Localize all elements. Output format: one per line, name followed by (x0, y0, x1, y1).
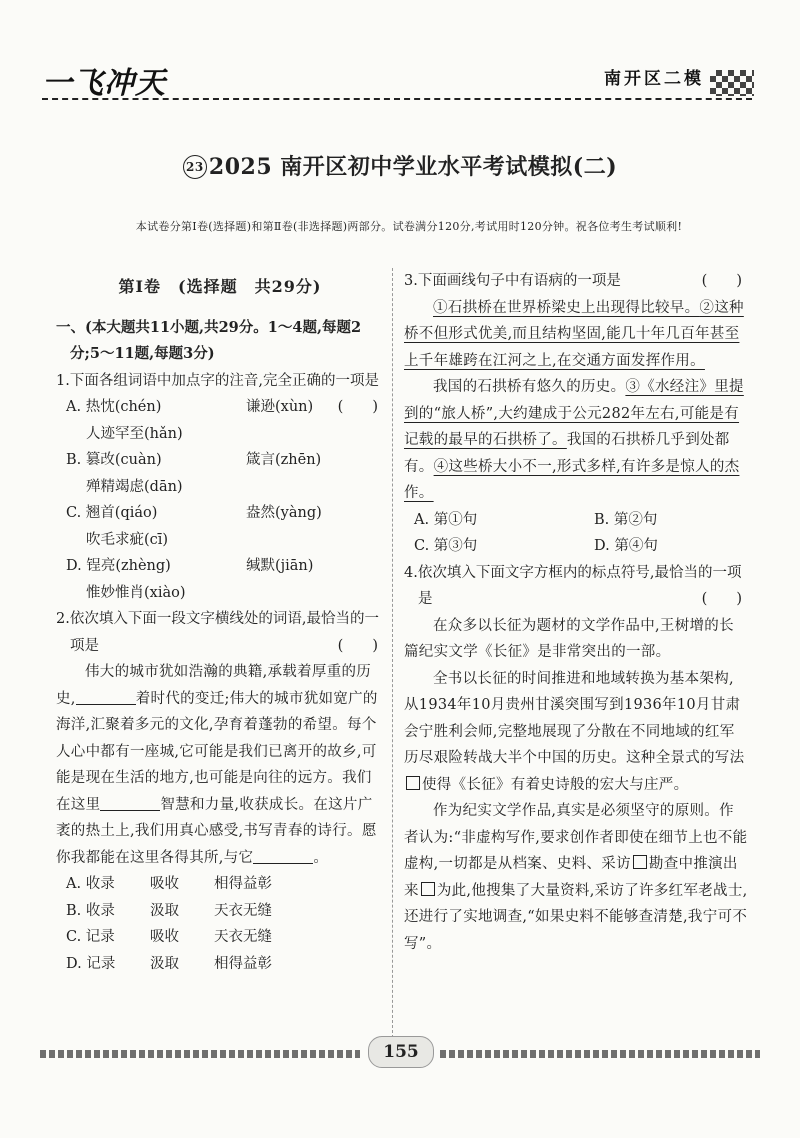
q1-option-a: A. 热忱(chén) 谦逊(xùn) (66, 399, 314, 415)
question-4 (404, 560, 748, 958)
exam-label: 南开区二模 (604, 69, 704, 89)
q2-blank-3 (253, 849, 313, 864)
q3-passage-2: 我国的石拱桥有悠久的历史。③《水经注》里提到的“旅人桥”,大约建成于公元282年左右,可能是有记载的最早的石拱桥了。我国的石拱桥几乎到处都有。④这些桥大小不一,形式多样,有许多是惊人的杰作。 (404, 379, 744, 501)
header-divider (42, 98, 752, 106)
q1-option-c: C. 翘首(qiáo) 盎然(yàng) (66, 505, 322, 521)
q2-option-d: D. 记录 汲取 相得益彰 (66, 955, 272, 972)
q2-option-a: A. 收录 吸收 相得益彰 (66, 876, 272, 892)
column-divider (392, 268, 393, 1038)
page-number: 155 (368, 1036, 434, 1068)
q2-stem: 2.依次填入下面一段文字横线处的词语,最恰当的一项是 ( ) (56, 606, 384, 659)
exam-instructions: 本试卷分第Ⅰ卷(选择题)和第Ⅱ卷(非选择题)两部分。试卷满分120分,考试用时120分钟。祝各位考生考试顺利! (135, 220, 683, 233)
section-heading: 第Ⅰ卷 (选择题 共29分) (118, 277, 322, 296)
punctuation-box-1 (406, 776, 420, 790)
q4-para-2: 全书以长征的时间推进和地域转换为基本架构,从1934年10月贵州甘溪突围写到1936年10月甘肃会宁胜利会师,完整地展现了分散在不同地域的红军历尽艰险转战大半个中国的历史。这种全景式的写法使得《长征》有着史诗般的宏大与庄严。 (404, 670, 745, 793)
left-column (56, 268, 384, 977)
q3-sentence-1: ①石拱桥在世界桥梁史上出现得比较早。 (433, 299, 700, 316)
q2-option-b: B. 收录 汲取 天衣无缝 (66, 902, 272, 919)
checker-decoration (710, 70, 754, 96)
footer-rule-right (440, 1050, 760, 1058)
q3-passage-1 (404, 295, 748, 375)
q1-option-b: B. 篡改(cuàn) 箴言(zhēn) (66, 452, 322, 468)
q3-options-ab: A. 第①句 B. 第②句 (414, 511, 658, 528)
q4-para-3: 作为纪实文学作品,真实是必须坚守的原则。作者认为:“非虚构写作,要求创作者即使在细节上也不能虚构,一切都是从档案、史料、采访 勘查中推演出来 为此,他搜集了大量资料,采访了许多红军老战士,还进行了实地调查,“如果史料不能够查清楚,我宁可不写”。 (404, 803, 748, 952)
q3-options-cd: C. 第③句 D. 第④句 (414, 538, 658, 554)
part-intro: 一、(本大题共11小题,共29分。1～4题,每题2分;5～11题,每题3分) (56, 318, 362, 362)
q1-option-a-3: 人迹罕至(hǎn) (86, 425, 183, 442)
q4-stem: 4.依次填入下面文字方框内的标点符号,最恰当的一项是 ( ) (404, 560, 748, 613)
q1-stem: 1.下面各组词语中加点字的注音,完全正确的一项是 ( ) (56, 368, 384, 395)
q1-option-c-3: 吹毛求疵(cī) (86, 531, 169, 548)
q1-option-d: D. 锃亮(zhèng) 缄默(jiān) (66, 558, 314, 574)
q4-answer-bracket: ( ) (701, 591, 742, 607)
punctuation-box-2 (633, 855, 647, 869)
q2-option-c: C. 记录 吸收 天衣无缝 (66, 929, 272, 945)
title-number: 23 (183, 155, 207, 179)
q3-sentence-4: ④这些桥大小不一,形式多样,有许多是惊人的杰作。 (404, 458, 740, 501)
q3-answer-bracket: ( ) (701, 273, 742, 289)
q2-passage: 伟大的城市犹如浩瀚的典籍,承载着厚重的历史, 着时代的变迁;伟大的城市犹如宽广的海洋,汇聚着多元的文化,孕育着蓬勃的希望。每个人心中都有一座城,它可能是我们已离开的故乡,可能是现在生活的地方,也可能是向往的远方。我们在这里 智慧和力量,收获成长。在这片广袤的热土上,我们用真心感受,书写青春的诗行。愿你我都能在这里各得其所,与它 。 (56, 664, 378, 866)
question-1 (56, 368, 384, 607)
question-3 (404, 268, 748, 560)
q2-answer-bracket: ( ) (337, 637, 378, 654)
q4-para-1: 在众多以长征为题材的文学作品中,王树增的长篇纪实文学《长征》是非常突出的一部。 (404, 617, 734, 660)
right-column (404, 268, 748, 957)
page-title (0, 150, 800, 181)
brand-logo: 一飞冲天 (42, 66, 166, 101)
q3-stem: 3.下面画线句子中有语病的一项是 ( ) (404, 268, 748, 295)
q2-blank-1 (76, 690, 136, 705)
q3-sentence-2: ②这种桥不但形式优美,而且结构坚固,能几十年几百年甚至上千年雄跨在江河之上,在交通方面发挥作用。 (404, 299, 744, 369)
q1-option-d-3: 惟妙惟肖(xiào) (86, 584, 186, 601)
question-2 (56, 606, 384, 977)
title-text: 2025 南开区初中学业水平考试模拟(二) (208, 154, 618, 180)
footer-rule-left (40, 1050, 360, 1058)
punctuation-box-3 (421, 882, 435, 896)
q3-sentence-3: ③《水经注》里提到的“旅人桥”,大约建成于公元282年左右,可能是有记载的最早的石拱桥了。 (404, 379, 744, 448)
q1-answer-bracket: ( ) (337, 399, 378, 415)
q2-blank-2 (100, 796, 160, 811)
q1-option-b-3: 殚精竭虑(dān) (86, 478, 183, 495)
